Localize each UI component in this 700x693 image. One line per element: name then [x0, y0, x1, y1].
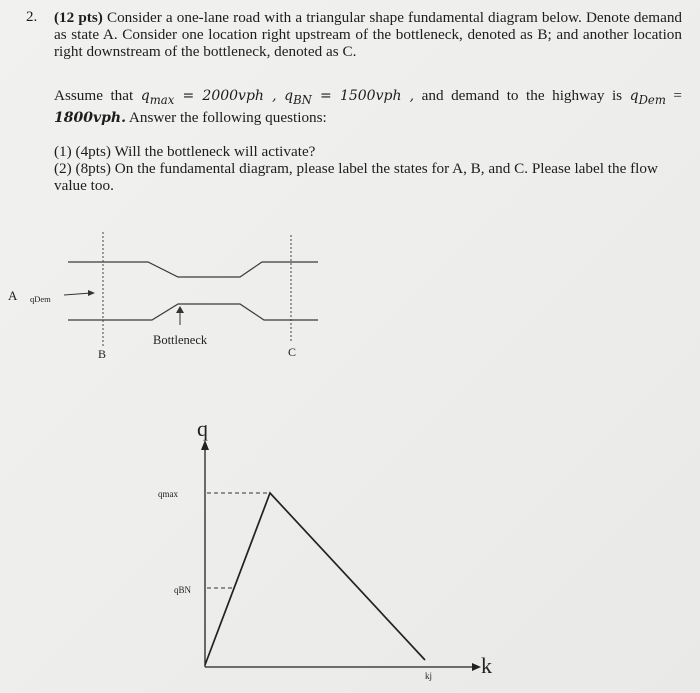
label-c: C — [288, 345, 297, 359]
question-intro-text: Consider a one-lane road with a triangular shape fundamental diagram below. Denote demand as state A. Consider one location right upstream of the bottleneck, denoted as B; and another location right downstream of the bottleneck, denoted as C. — [54, 9, 683, 60]
q-bn-symbol: $q_{BN}$ — [284, 88, 312, 107]
label-b: B — [98, 347, 107, 361]
fd-y-axis-label: q — [197, 416, 208, 441]
fd-x-axis-label: k — [481, 653, 492, 678]
fd-y-axis-arrowhead — [201, 440, 209, 450]
q-bn-value: = 1500vph , — [311, 88, 415, 104]
label-qdem: qDem — [30, 294, 51, 304]
fd-x-axis-arrowhead — [472, 663, 481, 671]
q-dem-eq: = — [665, 87, 682, 104]
fd-triangle — [205, 493, 425, 665]
q-max-symbol: $q_{max}$ — [140, 88, 175, 107]
fd-qbn-label: qBN — [174, 585, 192, 595]
answer-prompt: Answer the following questions: — [128, 108, 327, 126]
label-bottleneck: Bottleneck — [153, 333, 208, 347]
assume-prefix: Assume that — [54, 87, 134, 104]
sub-question-2: (2) (8pts) On the fundamental diagram, please label the states for A, B, and C. Please label the flow value too. — [54, 160, 658, 194]
label-a: A — [8, 288, 18, 303]
q-dem-value: 1800vph. — [54, 109, 126, 126]
question-number: 2. — [26, 9, 38, 25]
fd-qmax-label: qmax — [158, 489, 178, 499]
fd-kj-label: kj — [425, 671, 433, 681]
sub-question-1: (1) (4pts) Will the bottleneck will activate? — [54, 143, 316, 160]
question-points: (12 pts) — [54, 9, 103, 26]
and-demand-text: and demand to the highway is — [421, 87, 623, 104]
q-dem-symbol: $q_{Dem}$ — [629, 88, 666, 107]
q-max-value: = 2000vph , — [174, 88, 277, 104]
